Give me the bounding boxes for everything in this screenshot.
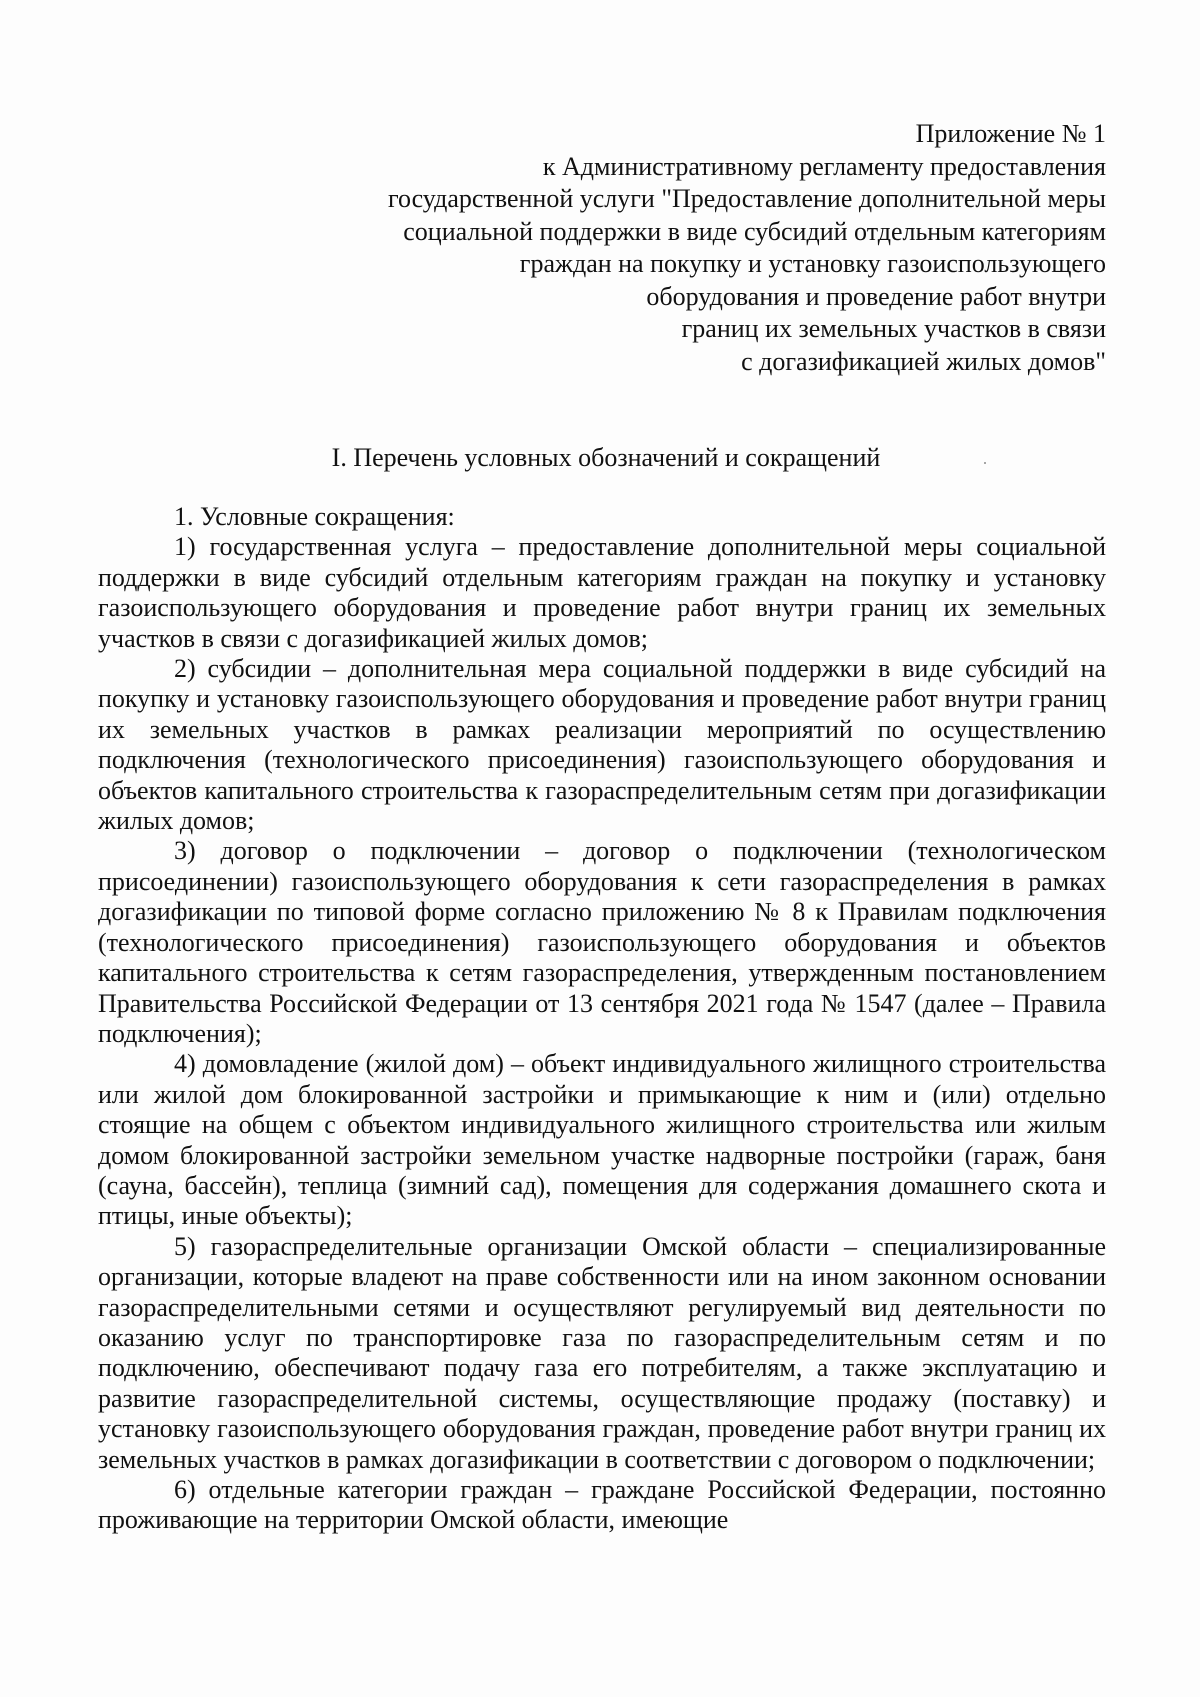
definition-paragraph: 1) государственная услуга – предоставление дополнительной меры социальной поддержки в виде субсидий отдельным категориям граждан на покупку и установку газоиспользующего оборудования и проведение работ внутри границ их земельных участков в связи с догазификацией жилых домов; (98, 532, 1106, 653)
section-heading (0, 442, 1200, 474)
annex-line: с догазификацией жилых домов" (741, 346, 1106, 376)
document-body (98, 502, 1106, 1536)
annex-line: Приложение № 1 (915, 119, 1106, 148)
annex-line: границ их земельных участков в связи (681, 314, 1106, 343)
definition-paragraph: 5) газораспределительные организации Омской области – специализированные организации, которые владеют на праве собственности или на ином законном основании газораспределительными сетями и осуществляют регулируемый вид деятельности по оказанию услуг по транспортировке газа по газораспределительным сетям и по подключению, обеспечивают подачу газа его потребителям, а также эксплуатацию и развитие газораспределительной системы, осуществляющие продажу (поставку) и установку газоиспользующего оборудования граждан, проведение работ внутри границ их земельных участков в рамках догазификации в соответствии с договором о подключении; (98, 1231, 1106, 1474)
item-heading: 1. Условные сокращения: (174, 502, 455, 531)
annex-line: оборудования и проведение работ внутри (646, 281, 1106, 311)
definition-paragraph: 3) договор о подключении – договор о подключении (технологическом присоединении) газоиспользующего оборудования к сети газораспределения в рамках догазификации по типовой форме согласно приложению № 8 к Правилам подключения (технологического присоединения) газоиспользующего оборудования и объектов капитального строительства к сетям газораспределения, утвержденным постановлением Правительства Российской Федерации от 13 сентября 2021 года № 1547 (далее – Правила подключения); (98, 836, 1106, 1048)
annex-header (240, 118, 1106, 378)
scan-speck (984, 462, 986, 464)
annex-line: социальной поддержки в виде субсидий отдельным категориям (403, 216, 1106, 246)
section-title: I. Перечень условных обозначений и сокращений (331, 443, 881, 472)
annex-line: граждан на покупку и установку газоиспользующего (519, 249, 1106, 278)
definition-paragraph: 2) субсидии – дополнительная мера социальной поддержки в виде субсидий на покупку и установку газоиспользующего оборудования и проведение работ внутри границ их земельных участков в рамках реализации мероприятий по осуществлению подключения (технологического присоединения) газоиспользующего оборудования и объектов капитального строительства к газораспределительным сетям при догазификации жилых домов; (98, 654, 1106, 836)
annex-line: к Административному регламенту предоставления (542, 151, 1106, 181)
definition-paragraph: 4) домовладение (жилой дом) – объект индивидуального жилищного строительства или жилой дом блокированной застройки и примыкающие к ним и (или) отдельно стоящие на общем с объектом индивидуального жилищного строительства или жилым домом блокированной застройки земельном участке надворные постройки (гараж, баня (сауна, бассейн), теплица (зимний сад), помещения для содержания домашнего скота и птицы, иные объекты); (98, 1049, 1106, 1231)
definition-paragraph: 6) отдельные категории граждан – граждане Российской Федерации, постоянно проживающие на территории Омской области, имеющие (98, 1475, 1106, 1535)
annex-line: государственной услуги "Предоставление дополнительной меры (387, 184, 1106, 213)
